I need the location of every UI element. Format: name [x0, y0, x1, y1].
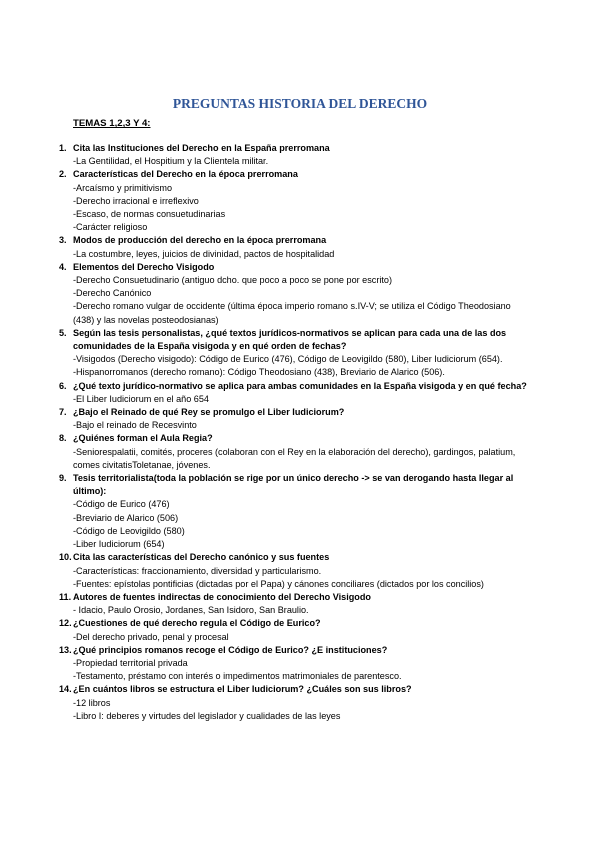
question-item — [59, 683, 529, 723]
question-number: 14. — [59, 684, 72, 695]
answer-line: -Libro I: deberes y virtudes del legislador y cualidades de las leyes — [73, 710, 341, 721]
answer-line: -Liber Iudiciorum (654) — [73, 539, 165, 550]
question-item — [59, 327, 529, 380]
answer-line: -Arcaísmo y primitivismo — [73, 182, 173, 193]
question-item — [59, 380, 529, 406]
answer-line: -Carácter religioso — [73, 222, 148, 233]
question-number: 5. — [59, 327, 67, 338]
question-number: 12. — [59, 618, 72, 629]
answer-line: -Hispanorromanos (derecho romano): Código Theodosiano (438), Breviario de Alarico (506). — [73, 367, 445, 378]
answer-line: -Derecho irracional e irreflexivo — [73, 195, 199, 206]
answer-line: -Características: fraccionamiento, diversidad y particularismo. — [73, 565, 322, 576]
question-list — [59, 142, 529, 723]
question-number: 1. — [59, 143, 67, 153]
question-item — [59, 644, 529, 684]
answer-line: -Visigodos (Derecho visigodo): Código de Eurico (476), Código de Leovigildo (580), Liber Iudiciorum (654). — [73, 354, 503, 365]
answer-line: -Derecho Canónico — [73, 288, 152, 299]
question-item — [59, 234, 529, 260]
question-number: 3. — [59, 235, 67, 246]
answer-line: -Código de Leovigildo (580) — [73, 525, 185, 536]
question-item — [59, 142, 529, 168]
question-number: 7. — [59, 407, 67, 418]
answer-line: -La costumbre, leyes, juicios de divinidad, pactos de hospitalidad — [73, 248, 335, 259]
question-text: ¿En cuántos libros se estructura el Liber Iudiciorum? ¿Cuáles son sus libros? — [73, 684, 412, 695]
document-subtitle: TEMAS 1,2,3 Y 4: — [73, 118, 151, 129]
question-item — [59, 168, 529, 234]
question-text: Autores de fuentes indirectas de conocimiento del Derecho Visigodo — [73, 591, 371, 602]
question-number: 9. — [59, 473, 67, 484]
answer-line: -Código de Eurico (476) — [73, 499, 170, 510]
question-number: 11. — [59, 591, 72, 602]
question-number: 13. — [59, 644, 72, 655]
question-text: Tesis territorialista(toda la población se rige por un único derecho -> se van derogando hasta llegar al último): — [73, 473, 514, 497]
answer-line: -Seniorespalatii, comités, proceres (colaboran con el Rey en la elaboración del derecho), gardingos, palatium, comes civitatisToletanae, jóvenes. — [73, 446, 516, 470]
answer-line: -Derecho Consuetudinario (antiguo dcho. que poco a poco se pone por escrito) — [73, 275, 392, 286]
answer-line: -Fuentes: epístolas pontificias (dictadas por el Papa) y cánones conciliares (dictados por los concilios) — [73, 578, 484, 589]
question-item — [59, 551, 529, 591]
question-text: Elementos del Derecho Visigodo — [73, 261, 215, 272]
question-text: ¿Bajo el Reinado de qué Rey se promulgo el Liber Iudiciorum? — [73, 407, 345, 418]
answer-line: -El Liber Iudiciorum en el año 654 — [73, 393, 209, 404]
question-item — [59, 432, 529, 472]
answer-line: -La Gentilidad, el Hospitium y la Clientela militar. — [73, 156, 269, 167]
answer-line: -Testamento, préstamo con interés o impedimentos matrimoniales de parentesco. — [73, 671, 402, 682]
answer-line: -Del derecho privado, penal y procesal — [73, 631, 229, 642]
question-number: 10. — [59, 552, 72, 563]
question-item — [59, 617, 529, 643]
answer-line: - Idacio, Paulo Orosio, Jordanes, San Isidoro, San Braulio. — [73, 605, 309, 616]
document-title: PREGUNTAS HISTORIA DEL DERECHO — [172, 96, 428, 111]
answer-line: -Bajo el reinado de Recesvinto — [73, 420, 197, 431]
question-item — [59, 261, 529, 327]
answer-line: -Breviario de Alarico (506) — [73, 512, 179, 523]
question-number: 2. — [59, 169, 67, 180]
question-text: Cita las características del Derecho canónico y sus fuentes — [73, 552, 330, 563]
question-item — [59, 472, 529, 551]
question-text: Según las tesis personalistas, ¿qué textos jurídicos-normativos se aplican para cada una de las dos comunidades de la España visigoda y en qué orden de fechas? — [73, 327, 507, 352]
question-number: 8. — [59, 433, 67, 444]
question-number: 4. — [59, 261, 67, 272]
answer-line: -12 libros — [73, 697, 111, 708]
answer-line: -Propiedad territorial privada — [73, 657, 188, 668]
question-text: ¿Cuestiones de qué derecho regula el Código de Eurico? — [73, 618, 321, 629]
answer-line: -Escaso, de normas consuetudinarias — [73, 209, 226, 220]
question-item — [59, 406, 529, 432]
question-text: ¿Quiénes forman el Aula Regia? — [73, 433, 213, 444]
question-text: Modos de producción del derecho en la época prerromana — [73, 235, 327, 246]
question-text: ¿Qué texto jurídico-normativo se aplica para ambas comunidades en la España visigoda y en qué fecha? — [73, 380, 527, 391]
question-number: 6. — [59, 380, 67, 391]
question-text: Cita las Instituciones del Derecho en la España prerromana — [73, 143, 330, 153]
question-text: ¿Qué principios romanos recoge el Código de Eurico? ¿E instituciones? — [73, 644, 388, 655]
question-item — [59, 591, 529, 617]
question-text: Características del Derecho en la época prerromana — [73, 169, 298, 180]
answer-line: -Derecho romano vulgar de occidente (última época imperio romano s.IV-V; se utiliza el Código Theodosiano (438) y las novelas posteodosianas) — [73, 301, 511, 325]
